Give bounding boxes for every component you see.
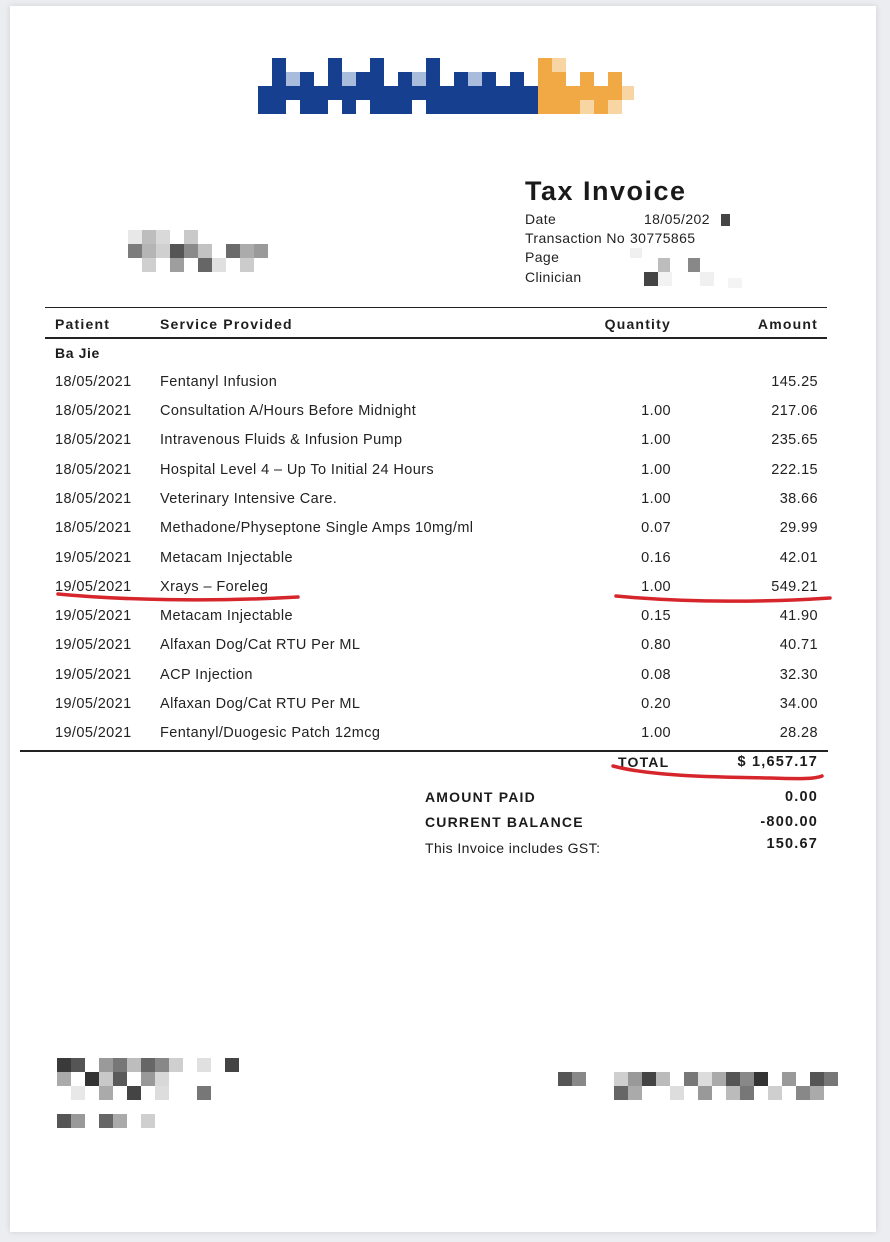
row-amount: 28.28 [779, 725, 818, 741]
row-date: 19/05/2021 [55, 725, 132, 741]
header-amount: Amount [757, 316, 818, 332]
table-row [10, 696, 876, 725]
row-quantity: 0.15 [641, 608, 671, 624]
row-date: 18/05/2021 [55, 374, 132, 390]
header-top-rule [45, 307, 827, 308]
table-row [10, 432, 876, 461]
redacted-footer-right [558, 1072, 848, 1132]
table-row [10, 462, 876, 491]
row-amount: 29.99 [779, 520, 818, 536]
row-date: 18/05/2021 [55, 462, 132, 478]
row-amount: 32.30 [779, 667, 818, 683]
row-date: 19/05/2021 [55, 579, 132, 595]
redacted-meta [630, 244, 760, 294]
page-label: Page [525, 249, 560, 265]
row-quantity: 0.16 [641, 550, 671, 566]
row-amount: 38.66 [779, 491, 818, 507]
row-quantity: 1.00 [641, 725, 671, 741]
invoice-page [10, 6, 876, 1232]
table-row [10, 374, 876, 403]
row-service: Intravenous Fluids & Infusion Pump [160, 432, 403, 448]
row-amount: 145.25 [771, 374, 818, 390]
table-row [10, 520, 876, 549]
table-row [10, 608, 876, 637]
gst-value: 150.67 [766, 836, 818, 852]
patient-name: Ba Jie [55, 345, 100, 361]
total-label: TOTAL [618, 754, 670, 770]
redacted-mark [721, 214, 730, 226]
table-row [10, 403, 876, 432]
transaction-value: 30775865 [630, 230, 696, 246]
row-quantity: 1.00 [641, 579, 671, 595]
row-date: 18/05/2021 [55, 520, 132, 536]
row-service: Metacam Injectable [160, 550, 293, 566]
row-quantity: 0.08 [641, 667, 671, 683]
redacted-address [128, 230, 278, 276]
row-quantity: 1.00 [641, 403, 671, 419]
date-label: Date [525, 211, 557, 227]
row-service: ACP Injection [160, 667, 253, 683]
total-rule [20, 750, 828, 752]
row-service: Fentanyl/Duogesic Patch 12mcg [160, 725, 381, 741]
amount-paid-value: 0.00 [784, 789, 818, 805]
row-amount: 41.90 [779, 608, 818, 624]
current-balance-label: CURRENT BALANCE [425, 814, 584, 830]
clinic-logo [258, 58, 634, 116]
row-date: 19/05/2021 [55, 637, 132, 653]
row-quantity: 1.00 [641, 432, 671, 448]
header-patient: Patient [55, 316, 111, 332]
row-service: Metacam Injectable [160, 608, 293, 624]
row-date: 19/05/2021 [55, 608, 132, 624]
row-service: Alfaxan Dog/Cat RTU Per ML [160, 637, 361, 653]
date-value: 18/05/202 [644, 211, 710, 227]
table-row [10, 579, 876, 608]
total-value: $ 1,657.17 [737, 754, 818, 770]
row-amount: 34.00 [779, 696, 818, 712]
row-service: Xrays – Foreleg [160, 579, 269, 595]
row-service: Consultation A/Hours Before Midnight [160, 403, 417, 419]
row-amount: 549.21 [771, 579, 818, 595]
row-amount: 222.15 [771, 462, 818, 478]
row-date: 19/05/2021 [55, 696, 132, 712]
header-bottom-rule [45, 337, 827, 339]
row-date: 18/05/2021 [55, 491, 132, 507]
row-quantity: 0.07 [641, 520, 671, 536]
clinician-label: Clinician [525, 269, 582, 285]
header-quantity: Quantity [604, 316, 671, 332]
invoice-title: Tax Invoice [525, 176, 687, 206]
table-row [10, 550, 876, 579]
row-date: 18/05/2021 [55, 403, 132, 419]
current-balance-value: -800.00 [760, 814, 818, 830]
row-amount: 42.01 [779, 550, 818, 566]
row-quantity: 1.00 [641, 491, 671, 507]
redacted-footer-left [57, 1058, 257, 1138]
header-service: Service Provided [160, 316, 293, 332]
row-date: 19/05/2021 [55, 550, 132, 566]
row-service: Fentanyl Infusion [160, 374, 278, 390]
row-amount: 217.06 [771, 403, 818, 419]
amount-paid-label: AMOUNT PAID [425, 789, 536, 805]
row-date: 19/05/2021 [55, 667, 132, 683]
row-quantity: 0.80 [641, 637, 671, 653]
transaction-label: Transaction No [525, 230, 626, 246]
row-date: 18/05/2021 [55, 432, 132, 448]
row-quantity: 1.00 [641, 462, 671, 478]
row-service: Veterinary Intensive Care. [160, 491, 338, 507]
row-service: Hospital Level 4 – Up To Initial 24 Hours [160, 462, 435, 478]
gst-label: This Invoice includes GST: [425, 840, 601, 856]
row-service: Alfaxan Dog/Cat RTU Per ML [160, 696, 361, 712]
table-row [10, 637, 876, 666]
row-amount: 235.65 [771, 432, 818, 448]
table-row [10, 491, 876, 520]
row-service: Methadone/Physeptone Single Amps 10mg/ml [160, 520, 474, 536]
row-quantity: 0.20 [641, 696, 671, 712]
table-row [10, 667, 876, 696]
row-amount: 40.71 [779, 637, 818, 653]
